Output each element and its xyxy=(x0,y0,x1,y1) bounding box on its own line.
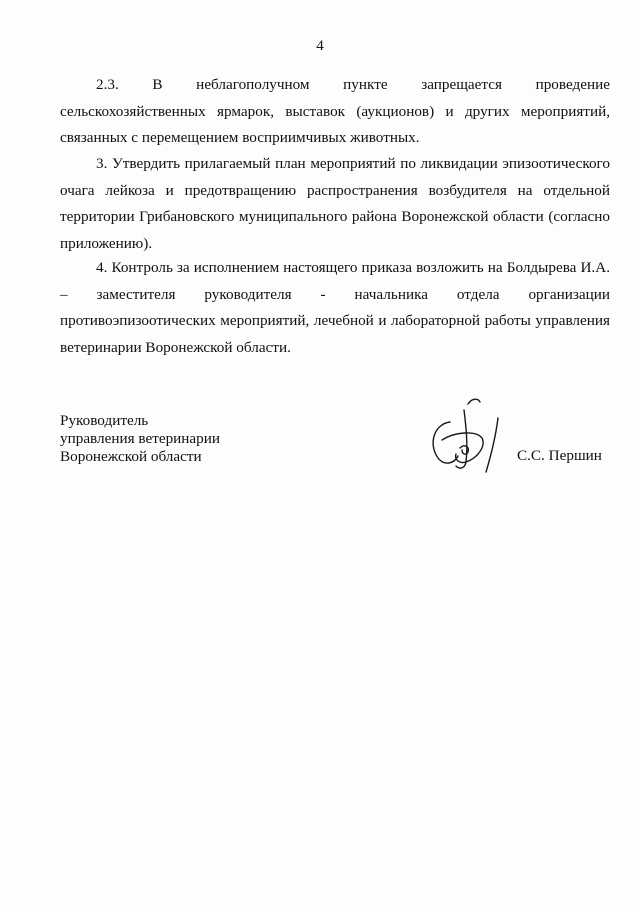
signatory-title-line: Воронежской области xyxy=(60,448,202,465)
page-number: 4 xyxy=(316,38,324,54)
paragraph-2-3: 2.3. В неблагополучном пункте запрещается проведение сельскохозяйственных ярмарок, выставок (аукционов) и других мероприятий, связанных с перемещением восприимчивых животных. xyxy=(60,76,610,146)
signer-name: С.С. Першин xyxy=(517,447,602,464)
paragraph-4: 4. Контроль за исполнением настоящего приказа возложить на Болдырева И.А. – заместителя руководителя - начальника отдела организации противоэпизоотических мероприятий, лечебной и лабораторной работы управления ветеринарии Воронежской области. xyxy=(60,259,610,356)
signatory-title-line: управления ветеринарии xyxy=(60,430,221,447)
signatory-title xyxy=(60,412,220,466)
signatory-title-line: Руководитель xyxy=(60,412,149,429)
paragraph-3: 3. Утвердить прилагаемый план мероприятий по ликвидации эпизоотического очага лейкоза и предотвращению распространения возбудителя на отдельной территории Грибановского муниципального района Воронежской области (согласно приложению). xyxy=(60,155,610,252)
handwritten-signature-icon xyxy=(420,392,515,480)
